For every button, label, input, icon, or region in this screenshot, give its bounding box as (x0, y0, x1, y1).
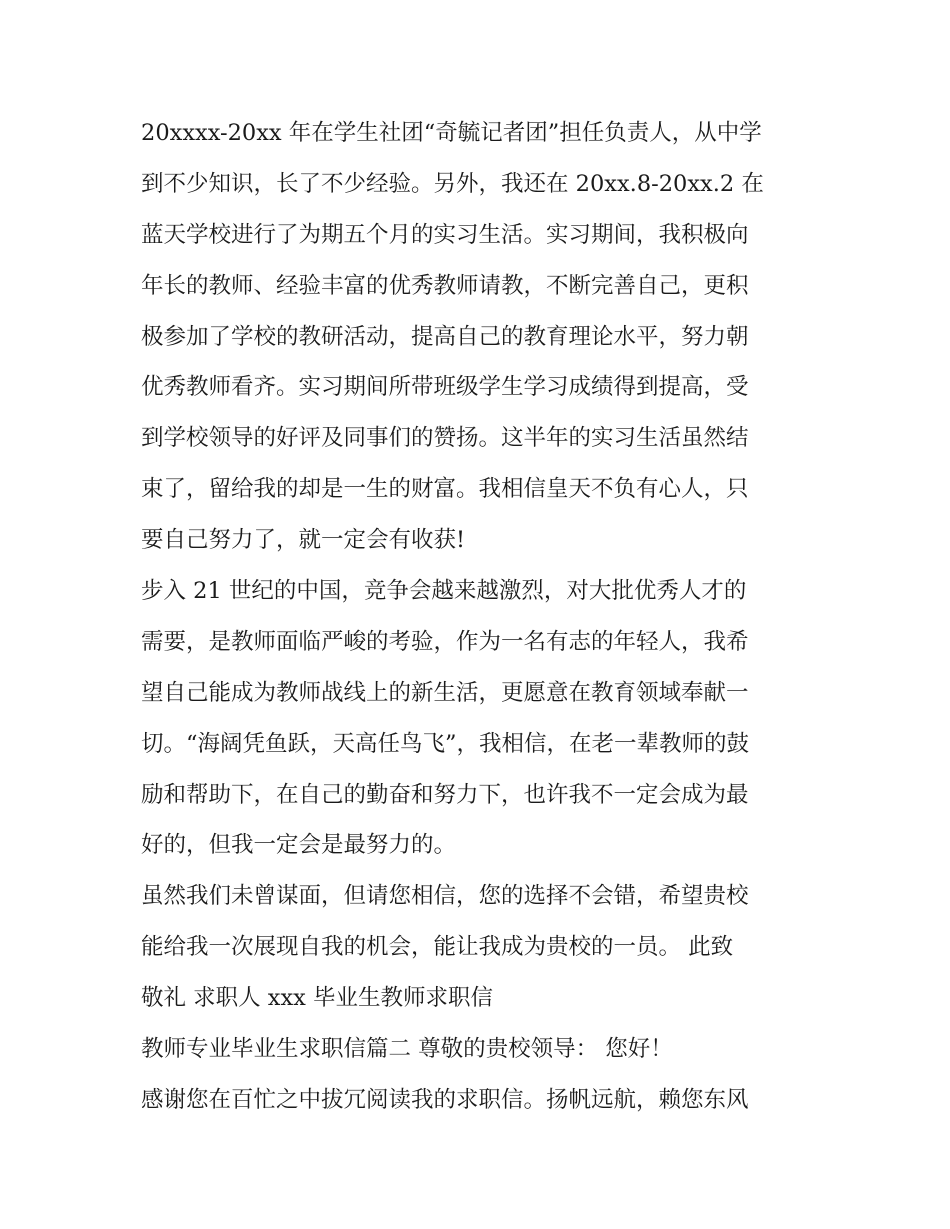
text-line-16: 虽然我们未曾谋面，但请您相信，您的选择不会错，希望贵校 (141, 883, 749, 910)
text-line-9: 要自己努力了，就一定会有收获! (141, 527, 466, 554)
text-line-2: 到不少知识，长了不少经验。另外，我还在 20xx.8-20xx.2 在 (141, 170, 764, 197)
text-line-8: 束了，留给我的却是一生的财富。我相信皇天不负有心人，只 (141, 476, 749, 503)
text-line-17: 能给我一次展现自我的机会，能让我成为贵校的一员。 此致 (141, 934, 734, 961)
text-line-13: 切。“海阔凭鱼跃，天高任鸟飞”，我相信，在老一辈教师的鼓 (141, 730, 750, 757)
text-line-7: 到学校领导的好评及同事们的赞扬。这半年的实习生活虽然结 (141, 425, 749, 452)
text-line-10: 步入 21 世纪的中国，竞争会越来越激烈，对大批优秀人才的 (141, 578, 747, 605)
document-body (141, 108, 821, 1126)
text-line-18: 敬礼 求职人 xxx 毕业生教师求职信 (141, 985, 494, 1012)
text-line-20: 感谢您在百忙之中拔冗阅读我的求职信。扬帆远航，赖您东风 (141, 1086, 749, 1113)
text-line-15: 好的，但我一定会是最努力的。 (141, 832, 457, 859)
text-line-3: 蓝天学校进行了为期五个月的实习生活。实习期间，我积极向 (141, 221, 749, 248)
text-line-4: 年长的教师、经验丰富的优秀教师请教，不断完善自己，更积 (141, 272, 749, 299)
text-line-5: 极参加了学校的教研活动，提高自己的教育理论水平，努力朝 (141, 323, 749, 350)
text-line-1: 20xxxx-20xx 年在学生社团“奇毓记者团”担任负责人，从中学 (141, 120, 762, 146)
text-line-14: 励和帮助下，在自己的勤奋和努力下，也许我不一定会成为最 (141, 781, 749, 808)
text-line-12: 望自己能成为教师战线上的新生活，更愿意在教育领域奉献一 (141, 679, 749, 706)
text-line-6: 优秀教师看齐。实习期间所带班级学生学习成绩得到提高，受 (141, 374, 749, 401)
text-line-11: 需要，是教师面临严峻的考验，作为一名有志的年轻人，我希 (141, 628, 749, 655)
text-line-19: 教师专业毕业生求职信篇二 尊敬的贵校领导： 您好！ (141, 1036, 673, 1063)
